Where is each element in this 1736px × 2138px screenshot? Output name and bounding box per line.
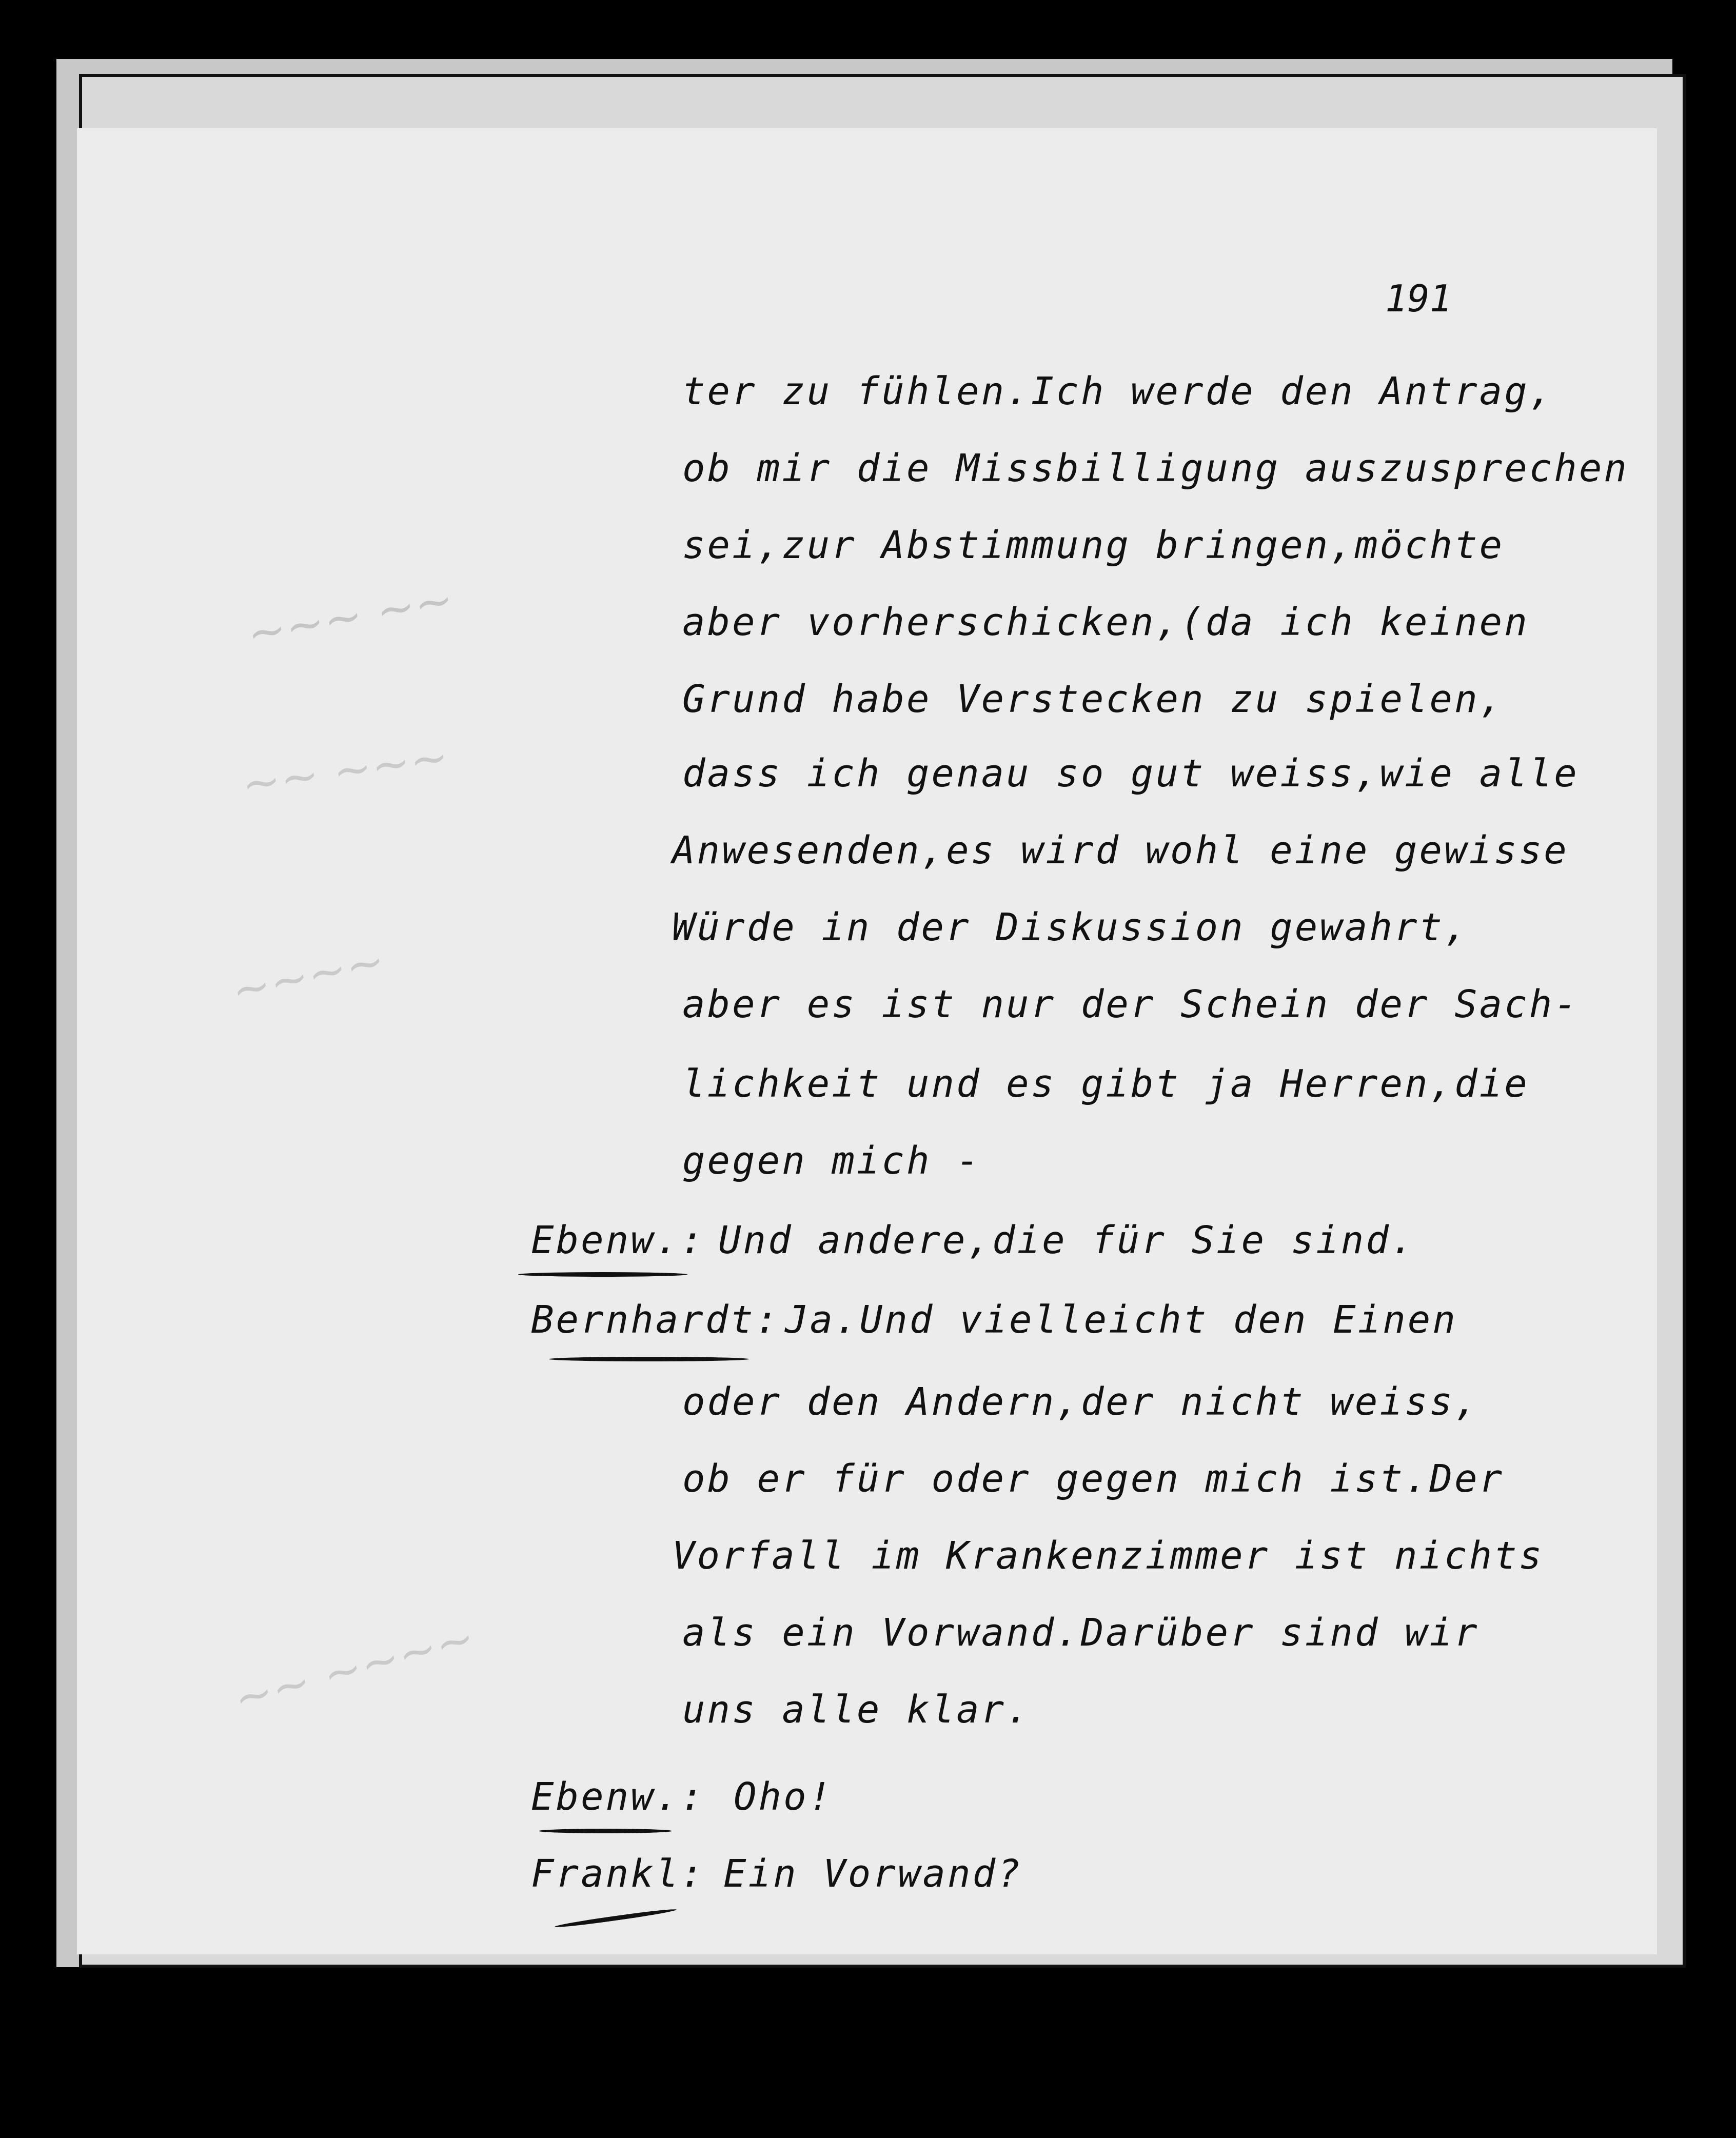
speaker-underline	[549, 1357, 749, 1361]
text-line: ob er für oder gegen mich ist.Der	[682, 1457, 1505, 1501]
text-line: ter zu fühlen.Ich werde den Antrag,	[682, 369, 1554, 413]
speaker-underline	[518, 1272, 687, 1277]
text-line: Würde in der Diskussion gewahrt,	[672, 905, 1469, 949]
text-line: sei,zur Abstimmung bringen,möchte	[682, 523, 1505, 567]
speaker-label: Ebenw.:	[531, 1218, 705, 1262]
dialogue-text: Und andere,die für Sie sind.	[718, 1218, 1416, 1262]
text-line: oder den Andern,der nicht weiss,	[682, 1380, 1479, 1424]
text-line: Vorfall im Krankenzimmer ist nichts	[672, 1534, 1544, 1578]
speaker-underline	[539, 1829, 672, 1833]
text-line: aber vorherschicken,(da ich keinen	[682, 600, 1529, 644]
text-line: Grund habe Verstecken zu spielen,	[682, 677, 1505, 721]
speaker-label: Bernhardt:	[531, 1298, 780, 1342]
pencil-marginalia: ~~ ~~~	[238, 729, 452, 812]
text-line: als ein Vorwand.Darüber sind wir	[682, 1611, 1479, 1655]
pencil-marginalia: ~~~ ~~	[243, 572, 458, 662]
dialogue-text: Oho!	[734, 1775, 834, 1819]
dialogue-text: Ja.Und vielleicht den Einen	[785, 1298, 1457, 1342]
text-line: ob mir die Missbilligung auszusprechen	[682, 446, 1629, 490]
dialogue-text: Ein Vorwand?	[723, 1852, 1022, 1896]
text-line: aber es ist nur der Schein der Sach-	[682, 982, 1579, 1026]
speaker-label: Ebenw.:	[531, 1775, 705, 1819]
text-line: lichkeit und es gibt ja Herren,die	[682, 1062, 1529, 1106]
text-line: gegen mich -	[682, 1139, 981, 1183]
pencil-marginalia: ~~ ~~~~	[228, 1610, 481, 1727]
speaker-label: Frankl:	[531, 1852, 705, 1896]
text-line: uns alle klar.	[682, 1688, 1031, 1732]
text-line: dass ich genau so gut weiss,wie alle	[682, 751, 1579, 796]
page-number: 191	[1385, 277, 1452, 320]
text-line: Anwesenden,es wird wohl eine gewisse	[672, 828, 1569, 873]
pencil-marginalia: ~~~~	[227, 933, 390, 1019]
